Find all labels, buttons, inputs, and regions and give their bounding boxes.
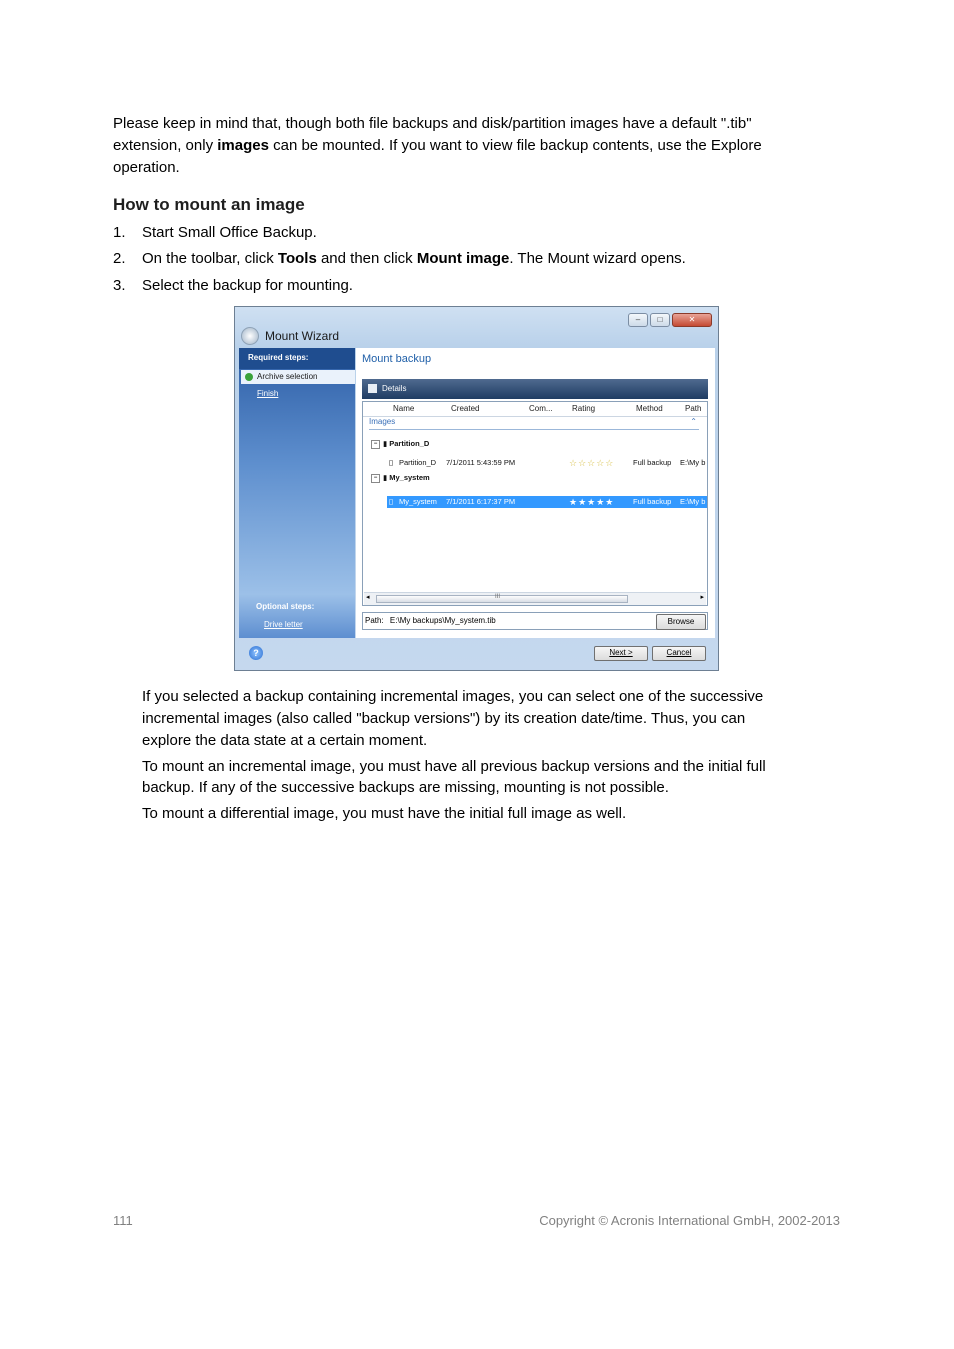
rating-stars[interactable]: ★★★★★ bbox=[569, 497, 615, 507]
sidebar-item-archive-selection[interactable]: Archive selection bbox=[241, 370, 355, 384]
scroll-right-icon[interactable]: ▸ bbox=[700, 594, 704, 601]
help-icon[interactable]: ? bbox=[249, 646, 263, 660]
tree-node-partition-d[interactable]: − ▮ Partition_D bbox=[371, 438, 429, 450]
column-method[interactable]: Method bbox=[636, 404, 663, 413]
para-3: To mount a differential image, you must have the initial full image as well. bbox=[142, 805, 627, 822]
column-name[interactable]: Name bbox=[393, 404, 415, 413]
required-steps-header: Required steps: bbox=[239, 348, 355, 369]
maximize-icon[interactable]: □ bbox=[650, 313, 670, 327]
mount-wizard-window bbox=[234, 306, 719, 671]
current-step-icon bbox=[245, 373, 253, 381]
intro-line-3: operation. bbox=[113, 159, 180, 176]
backup-icon: ▯ bbox=[389, 497, 394, 506]
backup-icon: ▯ bbox=[389, 458, 394, 467]
images-emphasis: images bbox=[217, 137, 269, 154]
path-field: Path: E:\My backups\My_system.tib Browse bbox=[362, 612, 708, 630]
collapse-toggle-icon[interactable]: − bbox=[371, 440, 380, 449]
images-group-header: Images ⌃ bbox=[369, 417, 699, 430]
collapse-icon[interactable]: ⌃ bbox=[690, 417, 697, 426]
details-icon bbox=[368, 384, 377, 393]
browse-button[interactable]: Browse bbox=[656, 614, 706, 630]
close-icon[interactable]: ✕ bbox=[672, 313, 712, 327]
main-title: Mount backup bbox=[362, 353, 432, 365]
column-created[interactable]: Created bbox=[451, 404, 480, 413]
rating-stars[interactable]: ☆☆☆☆☆ bbox=[569, 458, 615, 468]
window-title: Mount Wizard bbox=[265, 329, 340, 343]
table-row[interactable]: ▯ Partition_D 7/1/2011 5:43:59 PM ☆☆☆☆☆ Full backup E:\My b bbox=[389, 458, 706, 468]
window-controls bbox=[628, 313, 712, 327]
horizontal-scrollbar[interactable] bbox=[364, 592, 706, 605]
table-row-selected[interactable]: ▯ My_system 7/1/2011 6:17:37 PM ★★★★★ Full backup E:\My b bbox=[389, 497, 706, 507]
tree-node-my-system[interactable]: − ▮ My_system bbox=[371, 472, 430, 484]
sidebar-item-finish[interactable]: Finish bbox=[257, 389, 279, 398]
scroll-thumb[interactable]: III bbox=[376, 595, 628, 603]
collapse-toggle-icon[interactable]: − bbox=[371, 474, 380, 483]
disk-icon: ▮ bbox=[383, 439, 388, 448]
cancel-button[interactable]: Cancel bbox=[652, 646, 706, 661]
step-1: 1. Start Small Office Backup. bbox=[113, 224, 317, 241]
path-input[interactable]: E:\My backups\My_system.tib bbox=[389, 616, 496, 625]
wizard-main-panel bbox=[356, 348, 715, 638]
scroll-left-icon[interactable]: ◂ bbox=[366, 594, 370, 601]
app-logo-icon bbox=[241, 327, 259, 345]
column-path[interactable]: Path bbox=[685, 404, 702, 413]
column-rating[interactable]: Rating bbox=[572, 404, 596, 413]
intro-line-2: extension, only images can be mounted. If you want to view file backup contents, use the Explore bbox=[113, 137, 762, 154]
minimize-icon[interactable]: – bbox=[628, 313, 648, 327]
column-headers bbox=[363, 402, 707, 417]
copyright: Copyright © Acronis International GmbH, 2002-2013 bbox=[539, 1213, 840, 1228]
optional-steps-header: Optional steps: bbox=[256, 602, 315, 611]
page-number: 111 bbox=[113, 1213, 133, 1228]
para-1-line-1: If you selected a backup containing incremental images, you can select one of the successive bbox=[142, 688, 764, 705]
next-button[interactable]: Next > bbox=[594, 646, 648, 661]
para-2-line-1: To mount an incremental image, you must have all previous backup versions and the initial full bbox=[142, 758, 766, 775]
para-1-line-3: explore the data state at a certain moment. bbox=[142, 732, 428, 749]
column-comment[interactable]: Com... bbox=[529, 404, 553, 413]
para-2-line-2: backup. If any of the successive backups are missing, mounting is not possible. bbox=[142, 779, 669, 796]
sidebar-item-drive-letter[interactable]: Drive letter bbox=[264, 620, 303, 629]
intro-line-1: Please keep in mind that, though both file backups and disk/partition images have a default ".tib" bbox=[113, 115, 752, 132]
wizard-sidebar bbox=[239, 348, 355, 638]
step-3: 3. Select the backup for mounting. bbox=[113, 277, 353, 294]
step-2: 2. On the toolbar, click Tools and then click Mount image. The Mount wizard opens. bbox=[113, 250, 686, 267]
details-bar[interactable]: Details bbox=[362, 379, 708, 399]
disk-icon: ▮ bbox=[383, 473, 388, 482]
section-heading: How to mount an image bbox=[113, 195, 305, 214]
backup-list[interactable] bbox=[362, 401, 708, 606]
para-1-line-2: incremental images (also called "backup versions") by its creation date/time. Thus, you can bbox=[142, 710, 746, 727]
